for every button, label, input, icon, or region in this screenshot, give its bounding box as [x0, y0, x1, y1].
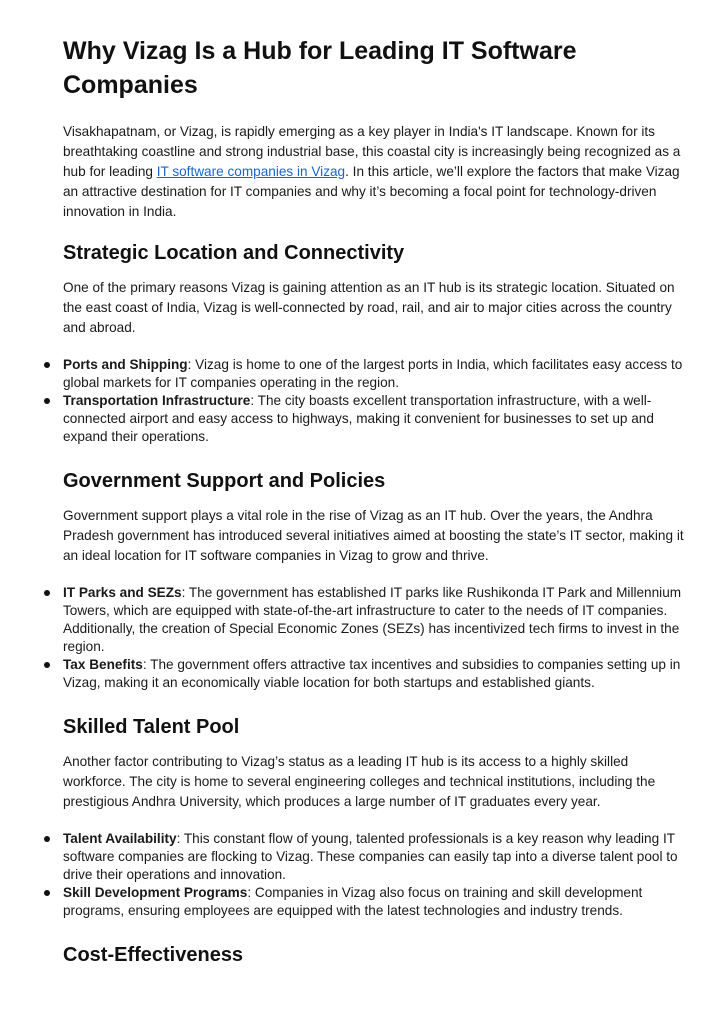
- bullet-text: : Companies in Vizag also focus on training and skill development programs, ensuring employees are equipped with the latest technologies and industry trends.: [63, 885, 643, 918]
- bullet-icon: [44, 362, 50, 368]
- list-item: [63, 392, 688, 446]
- intro-text-before-link: Visakhapatnam, or Vizag, is rapidly emerging as a key player in India's IT landscape. Known for its breathtaking coastline and strong industrial base, this coastal city is increasingly being recognized as a hub for leading: [63, 124, 681, 179]
- bullet-term: Tax Benefits: [63, 657, 143, 672]
- section-heading-cost: Cost-Effectiveness: [63, 944, 244, 966]
- bullet-icon: [44, 836, 50, 842]
- bullet-text: : Vizag is home to one of the largest ports in India, which facilitates easy access to global markets for IT companies operating in the region.: [63, 357, 683, 390]
- bullet-text: : The government offers attractive tax incentives and subsidies to companies setting up in Vizag, making it an economically viable location for both startups and established giants.: [63, 657, 681, 690]
- bullet-term: IT Parks and SEZs: [63, 585, 182, 600]
- list-item: [63, 356, 688, 392]
- bullet-term: Skill Development Programs: [63, 885, 248, 900]
- bullet-icon: [44, 590, 50, 596]
- section-heading-government: Government Support and Policies: [63, 470, 386, 492]
- bullet-icon: [44, 662, 50, 668]
- section-paragraph-location: One of the primary reasons Vizag is gaining attention as an IT hub is its strategic location. Situated on the east coast of India, Vizag is well-connected by road, rail, and air to major cities across the country and abroad.: [63, 280, 675, 335]
- list-item: [63, 584, 688, 656]
- bullet-term: Transportation Infrastructure: [63, 393, 251, 408]
- bullet-text: : The city boasts excellent transportation infrastructure, with a well-connected airport and easy access to highways, making it convenient for businesses to set up and expand their operations.: [63, 393, 654, 444]
- section-heading-talent: Skilled Talent Pool: [63, 716, 240, 738]
- intro-paragraph: [63, 122, 688, 222]
- bullet-list-location: [63, 356, 688, 446]
- bullet-term: Ports and Shipping: [63, 357, 188, 372]
- list-item: [63, 656, 688, 692]
- bullet-text: : The government has established IT parks like Rushikonda IT Park and Millennium Towers, which are equipped with state-of-the-art infrastructure to cater to the needs of IT companies. Additionally, the creation of Special Economic Zones (SEZs) has incentivized tech firms to invest in the region.: [63, 585, 682, 654]
- bullet-icon: [44, 398, 50, 404]
- intro-text-after-link: . In this article, we’ll explore the factors that make Vizag an attractive destination for IT companies and why it’s becoming a focal point for technology-driven innovation in India.: [63, 164, 680, 219]
- list-item: [63, 884, 688, 920]
- section-paragraph-government: Government support plays a vital role in the rise of Vizag as an IT hub. Over the years, the Andhra Pradesh government has introduced several initiatives aimed at boosting the state’s IT sector, making it an ideal location for IT software companies in Vizag to grow and thrive.: [63, 508, 684, 563]
- bullet-list-talent: [63, 830, 688, 920]
- it-companies-link[interactable]: IT software companies in Vizag: [156, 164, 346, 179]
- section-paragraph-talent: Another factor contributing to Vizag’s status as a leading IT hub is its access to a highly skilled workforce. The city is home to several engineering colleges and technical institutions, including the prestigious Andhra University, which produces a large number of IT graduates every year.: [63, 754, 656, 809]
- bullet-list-government: [63, 584, 688, 692]
- bullet-term: Talent Availability: [63, 831, 177, 846]
- bullet-text: : This constant flow of young, talented professionals is a key reason why leading IT software companies are flocking to Vizag. These companies can easily tap into a diverse talent pool to drive their operations and innovation.: [63, 831, 678, 882]
- page-title: Why Vizag Is a Hub for Leading IT Software Companies: [63, 37, 577, 99]
- article: [63, 34, 688, 980]
- list-item: [63, 830, 688, 884]
- section-heading-location: Strategic Location and Connectivity: [63, 242, 405, 264]
- bullet-icon: [44, 890, 50, 896]
